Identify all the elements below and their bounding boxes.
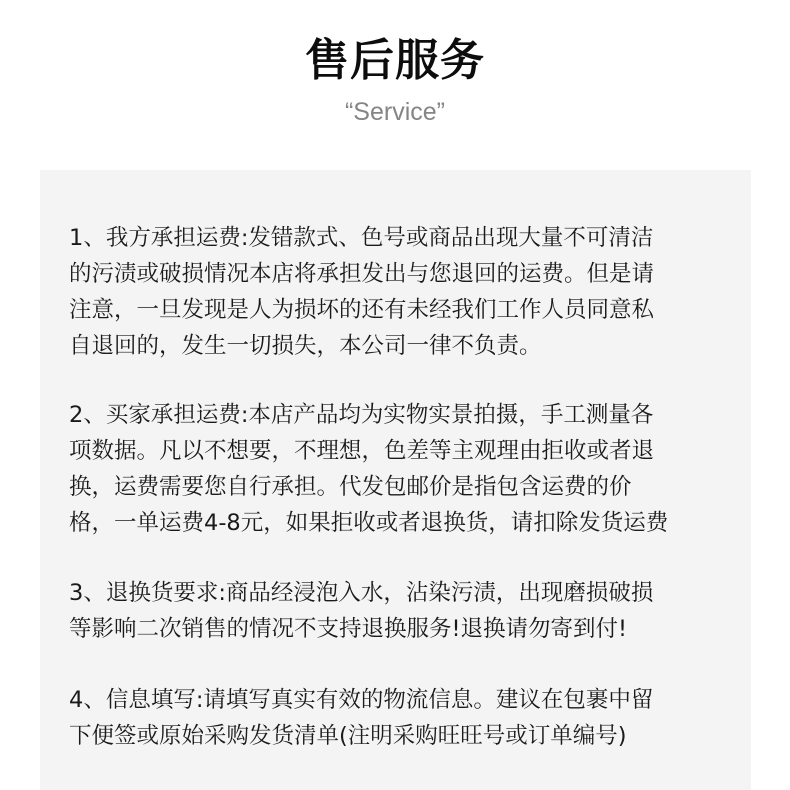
page-subtitle: “Service”: [344, 98, 445, 126]
policy-line: 注意，一旦发现是人为损坏的还有未经我们工作人员同意私: [69, 297, 655, 323]
policy-line: 换，运费需要您自行承担。代发包邮价是指包含运费的价: [69, 474, 632, 500]
page-title: 售后服务: [305, 35, 485, 86]
policy-line: 等影响二次销售的情况不支持退换服务!退换请勿寄到付!: [69, 616, 628, 642]
policy-line: 4、信息填写:请填写真实有效的物流信息。建议在包裹中留: [69, 687, 654, 713]
policy-line: 2、买家承担运费:本店产品均为实物实景拍摄，手工测量各: [69, 402, 654, 428]
policy-panel: [40, 170, 751, 790]
policy-line: 下便签或原始采购发货清单(注明采购旺旺号或订单编号): [69, 723, 627, 749]
policy-line: 项数据。凡以不想要，不理想，色差等主观理由拒收或者退: [69, 438, 655, 464]
policy-line: 格，一单运费4-8元，如果拒收或者退换货，请扣除发货运费: [69, 510, 669, 536]
policy-line: 3、退换货要求:商品经浸泡入水，沾染污渍，出现磨损破损: [69, 580, 654, 606]
policy-return-requirements: [69, 575, 719, 647]
policy-shipping-seller: [69, 220, 719, 364]
policy-line: 1、我方承担运费:发错款式、色号或商品出现大量不可清洁: [69, 225, 654, 251]
policy-shipping-buyer: [69, 397, 719, 541]
policy-line: 的污渍或破损情况本店将承担发出与您退回的运费。但是请: [69, 261, 655, 287]
policy-line: 自退回的，发生一切损失，本公司一律不负责。: [69, 333, 542, 359]
policy-info-filling: [69, 682, 719, 754]
